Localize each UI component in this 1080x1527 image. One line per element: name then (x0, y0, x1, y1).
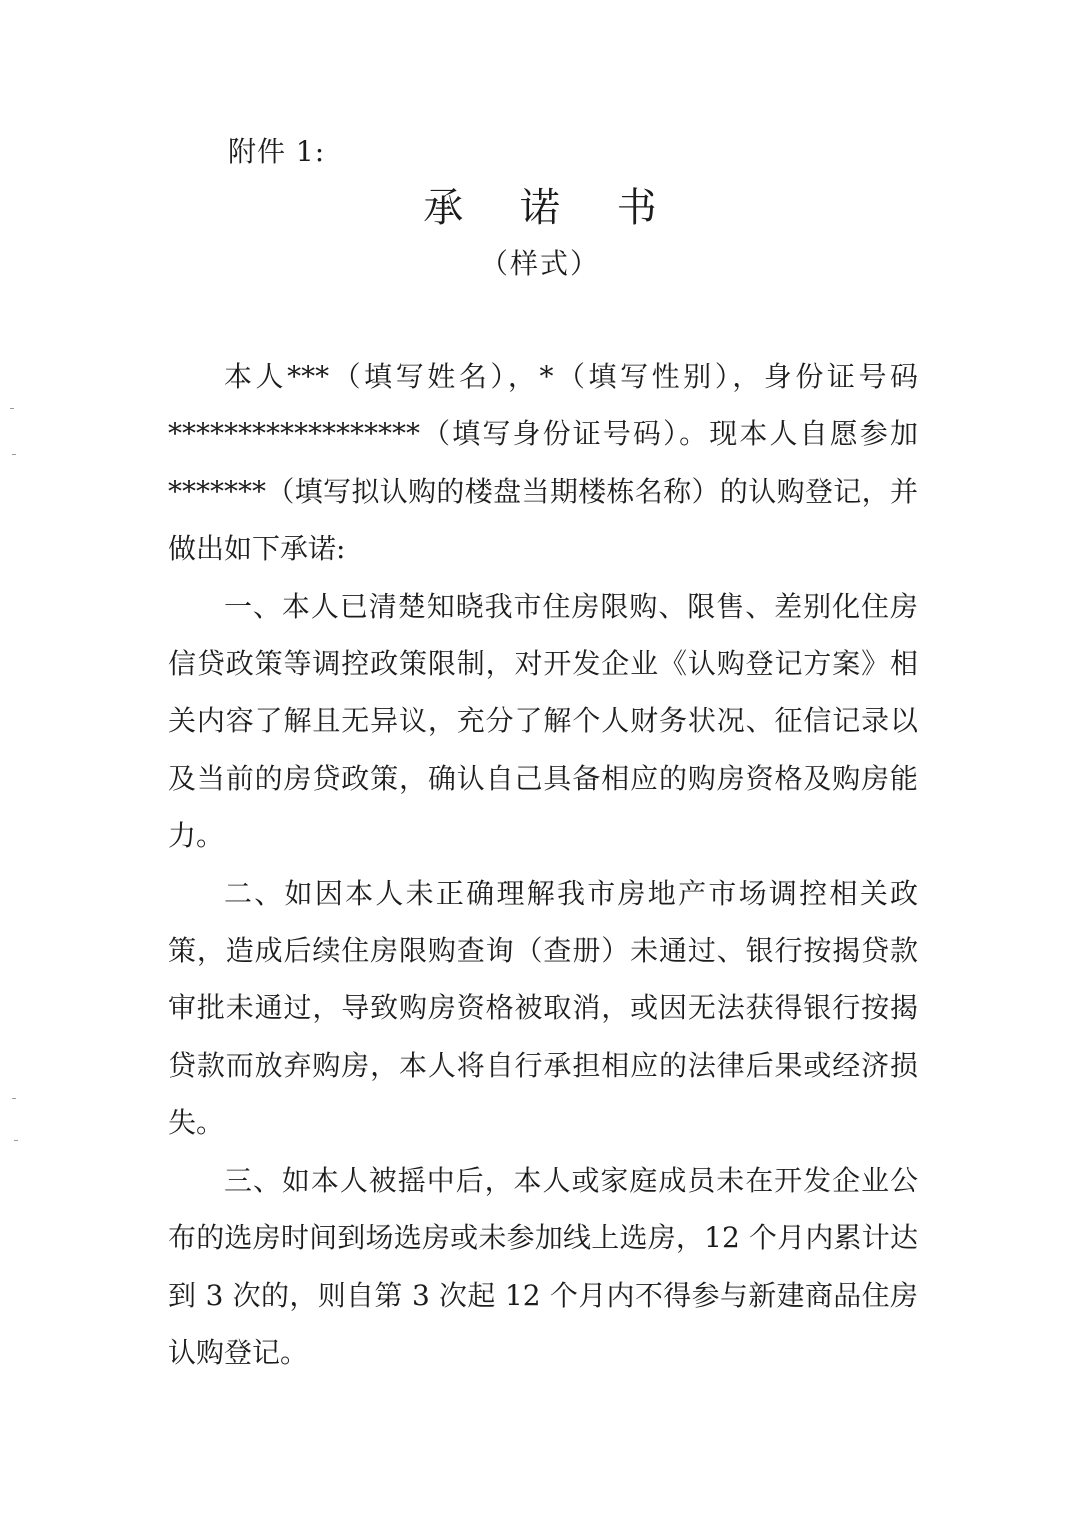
document-subtitle: （样式） (479, 247, 600, 280)
scan-mark (10, 408, 14, 409)
intro-paragraph: 本人***（填写姓名），*（填写性别），身份证号码******************（填写身份证号码）。现本人自愿参加*******（填写拟认购的楼盘当期楼栋名称）的认购登记，并做出如下承诺: (168, 360, 918, 566)
document-body (168, 348, 918, 1381)
commitment-paragraph-1: 一、本人已清楚知晓我市住房限购、限售、差别化住房信贷政策等调控政策限制，对开发企业《认购登记方案》相关内容了解且无异议，充分了解个人财务状况、征信记录以及当前的房贷政策，确认自己具备相应的购房资格及购房能力。 (168, 589, 918, 853)
scan-mark (12, 1098, 16, 1099)
scan-mark (14, 1140, 18, 1141)
scan-mark (12, 454, 16, 455)
attachment-label: 附件 1: (228, 135, 326, 168)
document-title: 承 诺 书 (423, 185, 679, 231)
commitment-paragraph-2: 二、如因本人未正确理解我市房地产市场调控相关政策，造成后续住房限购查询（查册）未通过、银行按揭贷款审批未通过，导致购房资格被取消，或因无法获得银行按揭贷款而放弃购房，本人将自行承担相应的法律后果或经济损失。 (168, 876, 918, 1140)
commitment-paragraph-3: 三、如本人被摇中后，本人或家庭成员未在开发企业公布的选房时间到场选房或未参加线上选房，12 个月内累计达到 3 次的，则自第 3 次起 12 个月内不得参与新建商品住房认购登记。 (168, 1163, 918, 1369)
